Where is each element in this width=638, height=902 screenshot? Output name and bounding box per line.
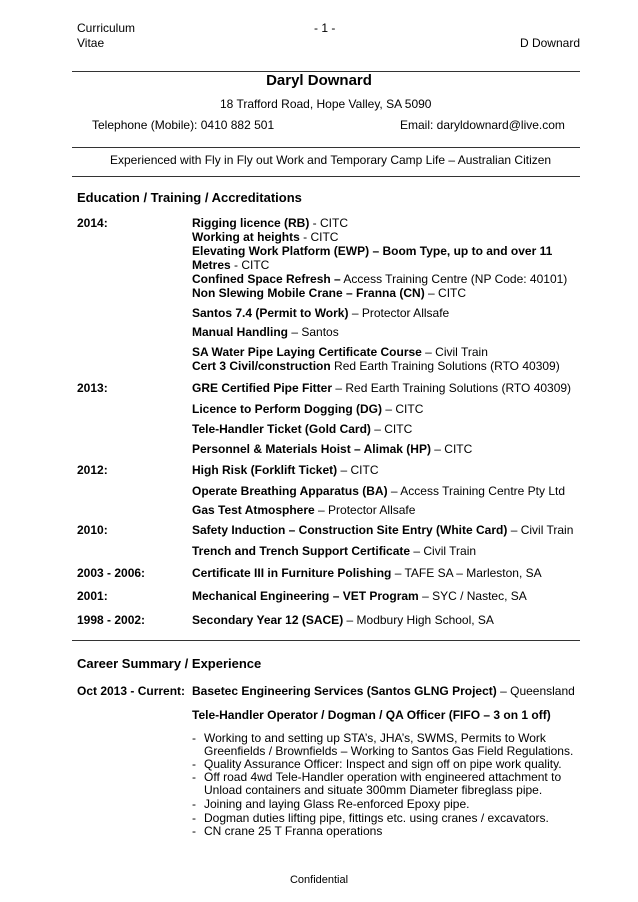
accreditation-entry: Manual Handling – Santos bbox=[192, 325, 339, 339]
person-telephone: Telephone (Mobile): 0410 882 501 bbox=[92, 118, 275, 132]
list-item: - Off road 4wd Tele-Handler operation with engineered attachment to Unload containers and situate 300mm Diameter fibreglass pipe. bbox=[192, 770, 562, 797]
career-employer: Basetec Engineering Services (Santos GLNG Project) – Queensland bbox=[192, 684, 575, 698]
header-doc-type-line1: Curriculum bbox=[77, 21, 136, 35]
accreditation-entry: SA Water Pipe Laying Certificate Course – Civil Train bbox=[192, 345, 488, 359]
year-1998-2002: 1998 - 2002: bbox=[77, 613, 146, 627]
summary-line: Experienced with Fly in Fly out Work and Temporary Camp Life – Australian Citizen bbox=[110, 153, 552, 167]
accreditation-entry: Santos 7.4 (Permit to Work) – Protector Allsafe bbox=[192, 306, 450, 320]
accreditation-entry: Personnel & Materials Hoist – Alimak (HP) – CITC bbox=[192, 442, 473, 456]
accreditation-entry: Working at heights - CITC bbox=[192, 230, 339, 244]
accreditation-entry: Confined Space Refresh – Access Training Centre (NP Code: 40101) bbox=[192, 272, 568, 286]
contact-rule bbox=[72, 147, 580, 148]
year-2001: 2001: bbox=[77, 589, 108, 603]
summary-rule bbox=[72, 176, 580, 177]
career-role: Tele-Handler Operator / Dogman / QA Officer (FIFO – 3 on 1 off) bbox=[192, 708, 551, 722]
accreditation-entry: Operate Breathing Apparatus (BA) – Access Training Centre Pty Ltd bbox=[192, 484, 566, 498]
accreditation-entry: Secondary Year 12 (SACE) – Modbury High School, SA bbox=[192, 613, 494, 627]
career-period: Oct 2013 - Current: bbox=[77, 684, 186, 698]
accreditation-entry: Metres - CITC bbox=[192, 258, 270, 272]
year-2014: 2014: bbox=[77, 216, 108, 230]
career-heading: Career Summary / Experience bbox=[77, 656, 262, 671]
year-2012: 2012: bbox=[77, 463, 108, 477]
accreditation-entry: Certificate III in Furniture Polishing – TAFE SA – Marleston, SA bbox=[192, 566, 542, 580]
list-item: - Dogman duties lifting pipe, fittings etc. using cranes / excavators. bbox=[192, 811, 549, 825]
list-item: - Quality Assurance Officer: Inspect and sign off on pipe work quality. bbox=[192, 757, 562, 771]
education-rule bbox=[72, 640, 580, 641]
accreditation-entry: Elevating Work Platform (EWP) – Boom Type, up to and over 11 bbox=[192, 244, 553, 258]
accreditation-entry: High Risk (Forklift Ticket) – CITC bbox=[192, 463, 379, 477]
education-heading: Education / Training / Accreditations bbox=[77, 190, 302, 205]
year-2003-2006: 2003 - 2006: bbox=[77, 566, 146, 580]
person-email: Email: daryldownard@live.com bbox=[400, 118, 565, 132]
year-2013: 2013: bbox=[77, 381, 108, 395]
person-name: Daryl Downard bbox=[266, 72, 372, 89]
accreditation-entry: Tele-Handler Ticket (Gold Card) – CITC bbox=[192, 422, 413, 436]
list-item: - Joining and laying Glass Re-enforced Epoxy pipe. bbox=[192, 797, 470, 811]
page-number: - 1 - bbox=[314, 21, 336, 35]
list-item: - CN crane 25 T Franna operations bbox=[192, 824, 383, 838]
person-address: 18 Trafford Road, Hope Valley, SA 5090 bbox=[220, 97, 432, 111]
accreditation-entry: Rigging licence (RB) - CITC bbox=[192, 216, 349, 230]
list-item: - Working to and setting up STA’s, JHA’s, SWMS, Permits to Work Greenfields / Brownfields – Working to Santos Gas Field Regulations. bbox=[192, 731, 574, 758]
header-author: D Downard bbox=[519, 36, 580, 50]
accreditation-entry: Trench and Trench Support Certificate – Civil Train bbox=[192, 544, 477, 558]
footer-confidential: Confidential bbox=[289, 874, 349, 886]
accreditation-entry: Licence to Perform Dogging (DG) – CITC bbox=[192, 402, 424, 416]
accreditation-entry: Cert 3 Civil/construction Red Earth Training Solutions (RTO 40309) bbox=[192, 359, 560, 373]
accreditation-entry: Safety Induction – Construction Site Entry (White Card) – Civil Train bbox=[192, 523, 574, 537]
accreditation-entry: Gas Test Atmosphere – Protector Allsafe bbox=[192, 503, 416, 517]
accreditation-entry: Mechanical Engineering – VET Program – SYC / Nastec, SA bbox=[192, 589, 527, 603]
header-doc-type-line2: Vitae bbox=[77, 36, 105, 50]
year-2010: 2010: bbox=[77, 523, 108, 537]
accreditation-entry: GRE Certified Pipe Fitter – Red Earth Training Solutions (RTO 40309) bbox=[192, 381, 572, 395]
accreditation-entry: Non Slewing Mobile Crane – Franna (CN) – CITC bbox=[192, 286, 467, 300]
